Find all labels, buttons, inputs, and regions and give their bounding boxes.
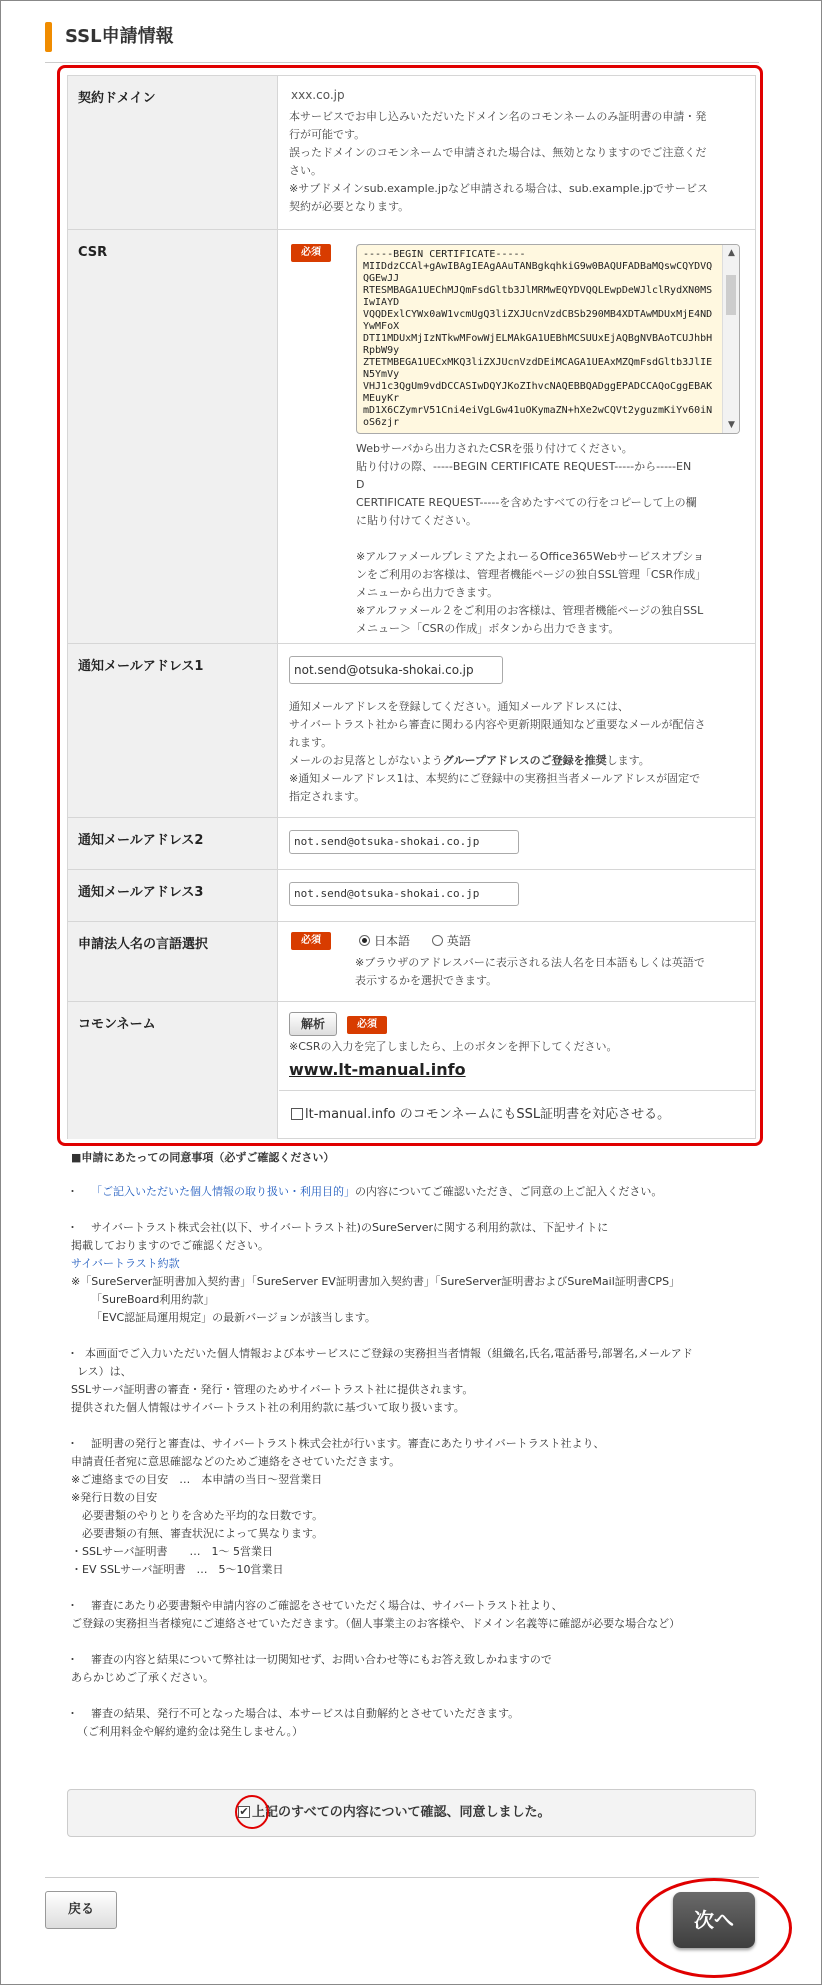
- note-text: します。: [606, 754, 650, 767]
- confirm-label: 上記のすべての内容について確認、同意しました。: [252, 1805, 551, 1820]
- note-emphasis: グループアドレスのご登録を推奨: [442, 754, 607, 767]
- lang-note-line: 表示するかを選択できます。: [355, 974, 498, 987]
- radio-icon[interactable]: [432, 935, 443, 946]
- agreement-text: 申請責任者宛に意思確認などのためご連絡をさせていただきます。: [71, 1455, 401, 1468]
- email1-note-line: れます。: [289, 736, 333, 749]
- email2-label: 通知メールアドレス2: [68, 818, 278, 869]
- csr-note-line: ※アルファメール２をご利用のお客様は、管理者機能ページの独自SSL: [356, 604, 704, 617]
- cybertrust-terms-link[interactable]: サイバートラスト約款: [71, 1257, 180, 1270]
- csr-note-line: メニューから出力できます。: [356, 586, 499, 599]
- lang-radio-group: [359, 932, 471, 950]
- agreement-item-2: [67, 1219, 771, 1327]
- agreement-text: （ご利用料金や解約違約金は発生しません。）: [77, 1725, 304, 1738]
- common-checkbox-label: lt-manual.info のコモンネームにもSSL証明書を対応させる。: [305, 1107, 671, 1122]
- lang-option-en[interactable]: [432, 934, 471, 948]
- lang-option-ja[interactable]: [359, 934, 410, 948]
- csr-note-line: D: [356, 478, 365, 491]
- bullet: ・: [67, 1347, 78, 1360]
- domain-notes: [289, 108, 749, 216]
- radio-selected-icon[interactable]: [359, 935, 370, 946]
- agreement-item-5: [67, 1597, 781, 1633]
- agreement-text: 審査の結果、発行不可となった場合は、本サービスは自動解約とさせていただきます。: [91, 1707, 520, 1720]
- email1-note-line: 通知メールアドレスを登録してください。通知メールアドレスには、: [289, 700, 629, 713]
- agreement-item-4: [67, 1435, 771, 1579]
- bullet: ・: [67, 1599, 78, 1612]
- agreement-item-3: [67, 1345, 781, 1417]
- agreement-text: ※ご連絡までの目安 … 本申請の当日〜翌営業日: [71, 1473, 323, 1486]
- csr-note-spacer: [356, 530, 746, 548]
- agreement-text: ※発行日数の目安: [71, 1491, 158, 1504]
- row-common-name: [68, 1002, 755, 1139]
- agreement-text: 提供された個人情報はサイバートラスト社の利用約款に基づいて取り扱います。: [71, 1401, 465, 1414]
- agreement-text: ・SSLサーバ証明書 … 1〜 5営業日: [71, 1545, 274, 1558]
- footer-divider: [45, 1877, 759, 1878]
- domain-note-line: ※サブドメインsub.example.jpなど申請される場合は、sub.example.jpでサービス: [289, 182, 709, 195]
- bullet: ・: [67, 1185, 78, 1198]
- agreement-text: 掲載しておりますのでご確認ください。: [71, 1239, 269, 1252]
- confirm-row[interactable]: [238, 1802, 550, 1824]
- agreement-text: ご登録の実務担当者様宛にご連絡させていただきます。（個人事業主のお客様や、ドメイン名義等に確認が必要な場合など）: [71, 1617, 681, 1630]
- agreement-item-7: [67, 1705, 771, 1741]
- domain-note-line: 契約が必要となります。: [289, 200, 410, 213]
- scroll-thumb[interactable]: [726, 275, 736, 315]
- required-badge: 必須: [291, 244, 331, 262]
- domain-note-line: 本サービスでお申し込みいただいたドメイン名のコモンネームのみ証明書の申請・発: [289, 110, 707, 123]
- bullet: ・: [67, 1221, 78, 1234]
- email3-label: 通知メールアドレス3: [68, 870, 278, 921]
- csr-note-line: 貼り付けの際、-----BEGIN CERTIFICATE REQUEST-----から-----EN: [356, 460, 692, 473]
- email3-input[interactable]: not.send@otsuka-shokai.co.jp: [289, 882, 519, 906]
- csr-note-line: ンをご利用のお客様は、管理者機能ページの独自SSL管理「CSR作成」: [356, 568, 707, 581]
- csr-note-line: メニュー＞「CSRの作成」ボタンから出力できます。: [356, 622, 620, 635]
- agreement-item-6: [67, 1651, 771, 1687]
- agreement-heading: ■申請にあたっての同意事項（必ずご確認ください）: [71, 1151, 335, 1164]
- agreement-text: レス）は、: [77, 1365, 132, 1378]
- csr-text: -----BEGIN CERTIFICATE----- MIIDdzCCAl+gAwIBAgIEAgAAuTANBgkqhkiG9w0BAQUFADBaMQswCQYDVQQGEwJJ RTESMBAGA1UEChMJQmFsdGltb3JlMRMwEQYDVQQLEwpDeWJlclRydXN0MSIwIAYD VQQDExlCYWx0aW1vcmUgQ3liZXJUcnVzdCBSb290MB4XDTAwMDUxMjE4NDYwMFoX DTI1MDUxMjIzNTkwMFowWjELMAkGA1UEBhMCSUUxEjAQBgNVBAoTCUJhbHRpbW9y ZTETMBEGA1UECxMKQ3liZXJUcnVzdDEiMCAGA1UEAxMZQmFsdGltb3JlIEN5YmVy VHJ1c3QgUm9vdDCCASIwDQYJKoZIhvcNAQEBBQADggEPADCCAQoCggEBAKMEuyKr mD1X6CZymrV51Cni4eiVgLGw41uOKymaZN+hXe2wCQVt2yguzmKiYv60iNoS6zjr: [363, 249, 713, 428]
- scroll-up-icon[interactable]: ▲: [728, 248, 735, 258]
- checkbox-icon[interactable]: [291, 1108, 303, 1120]
- lang-option-label: 日本語: [374, 934, 411, 948]
- email1-input[interactable]: not.send@otsuka-shokai.co.jp: [289, 656, 503, 684]
- bullet: ・: [67, 1437, 78, 1450]
- parse-button[interactable]: 解析: [289, 1012, 337, 1036]
- csr-notes: [356, 440, 746, 638]
- csr-label: CSR: [68, 230, 278, 643]
- required-badge: 必須: [291, 932, 331, 950]
- email1-note-line: サイバートラスト社から審査に関わる内容や更新期限通知など重要なメールが配信さ: [289, 718, 706, 731]
- common-name-value: www.lt-manual.info: [289, 1060, 466, 1079]
- csr-note-line: CERTIFICATE REQUEST-----を含めたすべての行をコピーして上の欄: [356, 496, 697, 509]
- lang-note-line: ※ブラウザのアドレスバーに表示される法人名を日本語もしくは英語で: [355, 956, 705, 969]
- row-language: [68, 922, 755, 1002]
- domain-value: xxx.co.jp: [291, 88, 345, 102]
- agreement-text: 証明書の発行と審査は、サイバートラスト株式会社が行います。審査にあたりサイバートラスト社より、: [91, 1437, 605, 1450]
- common-note: ※CSRの入力を完了しましたら、上のボタンを押下してください。: [289, 1040, 618, 1053]
- agreement-text: の内容についてご確認いただき、ご同意の上ご記入ください。: [355, 1185, 663, 1198]
- email1-note-line: 指定されます。: [289, 790, 366, 803]
- checked-checkbox-icon[interactable]: ✔: [239, 1804, 249, 1818]
- csr-textarea[interactable]: [356, 244, 740, 434]
- email1-notes: [289, 698, 759, 806]
- agreement-text: ・EV SSLサーバ証明書 … 5〜10営業日: [71, 1563, 284, 1576]
- bullet: ・: [67, 1707, 78, 1720]
- csr-scrollbar[interactable]: [722, 245, 739, 433]
- agreement-text: 「SureBoard利用約款」: [91, 1293, 215, 1306]
- bullet: ・: [67, 1653, 78, 1666]
- csr-note-line: Webサーバから出力されたCSRを張り付けてください。: [356, 442, 633, 455]
- lang-option-label: 英語: [446, 934, 471, 948]
- row-email2: [68, 818, 755, 870]
- domain-note-line: 行が可能です。: [289, 128, 366, 141]
- common-divider: [279, 1090, 755, 1091]
- common-checkbox-row[interactable]: [291, 1106, 670, 1124]
- agreement-text: 審査の内容と結果について弊社は一切関知せず、お問い合わせ等にもお答え致しかねますので: [91, 1653, 552, 1666]
- row-email1: [68, 644, 755, 818]
- agreement-text: あらかじめご了承ください。: [71, 1671, 214, 1684]
- confirm-box: [67, 1789, 756, 1837]
- email2-input[interactable]: not.send@otsuka-shokai.co.jp: [289, 830, 519, 854]
- scroll-down-icon[interactable]: ▼: [728, 420, 735, 430]
- required-badge: 必須: [347, 1016, 387, 1034]
- email1-label: 通知メールアドレス1: [68, 644, 278, 817]
- section-title: SSL申請情報: [65, 26, 174, 47]
- ssl-form-table: [67, 75, 756, 1139]
- row-domain: [68, 76, 755, 230]
- agreement-text: 「EVC認証局運用規定」の最新バージョンが該当します。: [91, 1311, 376, 1324]
- agreement-text: ※「SureServer証明書加入契約書」「SureServer EV証明書加入契約書」「SureServer証明書およびSureMail証明書CPS」: [71, 1275, 681, 1288]
- email1-note-line: [289, 752, 759, 770]
- agreement-text: 必要書類のやりとりを含めた平均的な日数です。: [71, 1509, 324, 1522]
- agreement-text: 審査にあたり必要書類や申請内容のご確認をさせていただく場合は、サイバートラスト社より、: [91, 1599, 563, 1612]
- header-accent-bar: [45, 22, 52, 52]
- agreement-text: 本画面でご入力いただいた個人情報および本サービスにご登録の実務担当者情報（組織名,氏名,電話番号,部署名,メールアド: [85, 1347, 693, 1360]
- lang-label: 申請法人名の言語選択: [68, 922, 278, 1001]
- agreement-text: SSLサーバ証明書の審査・発行・管理のためサイバートラスト社に提供されます。: [71, 1383, 474, 1396]
- csr-note-line: ※アルファメールプレミアたよれーるOffice365Webサービスオプショ: [356, 550, 704, 563]
- next-button[interactable]: 次へ: [673, 1892, 755, 1948]
- csr-note-line: に貼り付けてください。: [356, 514, 477, 527]
- email1-note-line: ※通知メールアドレス1は、本契約にご登録中の実務担当者メールアドレスが固定で: [289, 772, 701, 785]
- back-button[interactable]: 戻る: [45, 1891, 117, 1929]
- checkbox-highlight-circle: [235, 1795, 269, 1829]
- domain-note-line: さい。: [289, 164, 322, 177]
- agreement-text: サイバートラスト株式会社(以下、サイバートラスト社)のSureServerに関する利用約款は、下記サイトに: [91, 1221, 609, 1234]
- lang-notes: [355, 954, 755, 990]
- note-text: メールのお見落としがないよう: [289, 754, 443, 767]
- agreement-text: 必要書類の有無、審査状況によって異なります。: [71, 1527, 324, 1540]
- domain-note-line: 誤ったドメインのコモンネームで申請された場合は、無効となりますのでご注意くだ: [289, 146, 707, 159]
- common-label: コモンネーム: [68, 1002, 278, 1139]
- agreement-item-1: [67, 1183, 771, 1201]
- row-email3: [68, 870, 755, 922]
- privacy-link[interactable]: 「ご記入いただいた個人情報の取り扱い・利用目的」: [91, 1185, 355, 1198]
- section-header: [45, 19, 759, 63]
- row-csr: [68, 230, 755, 644]
- domain-label: 契約ドメイン: [68, 76, 278, 229]
